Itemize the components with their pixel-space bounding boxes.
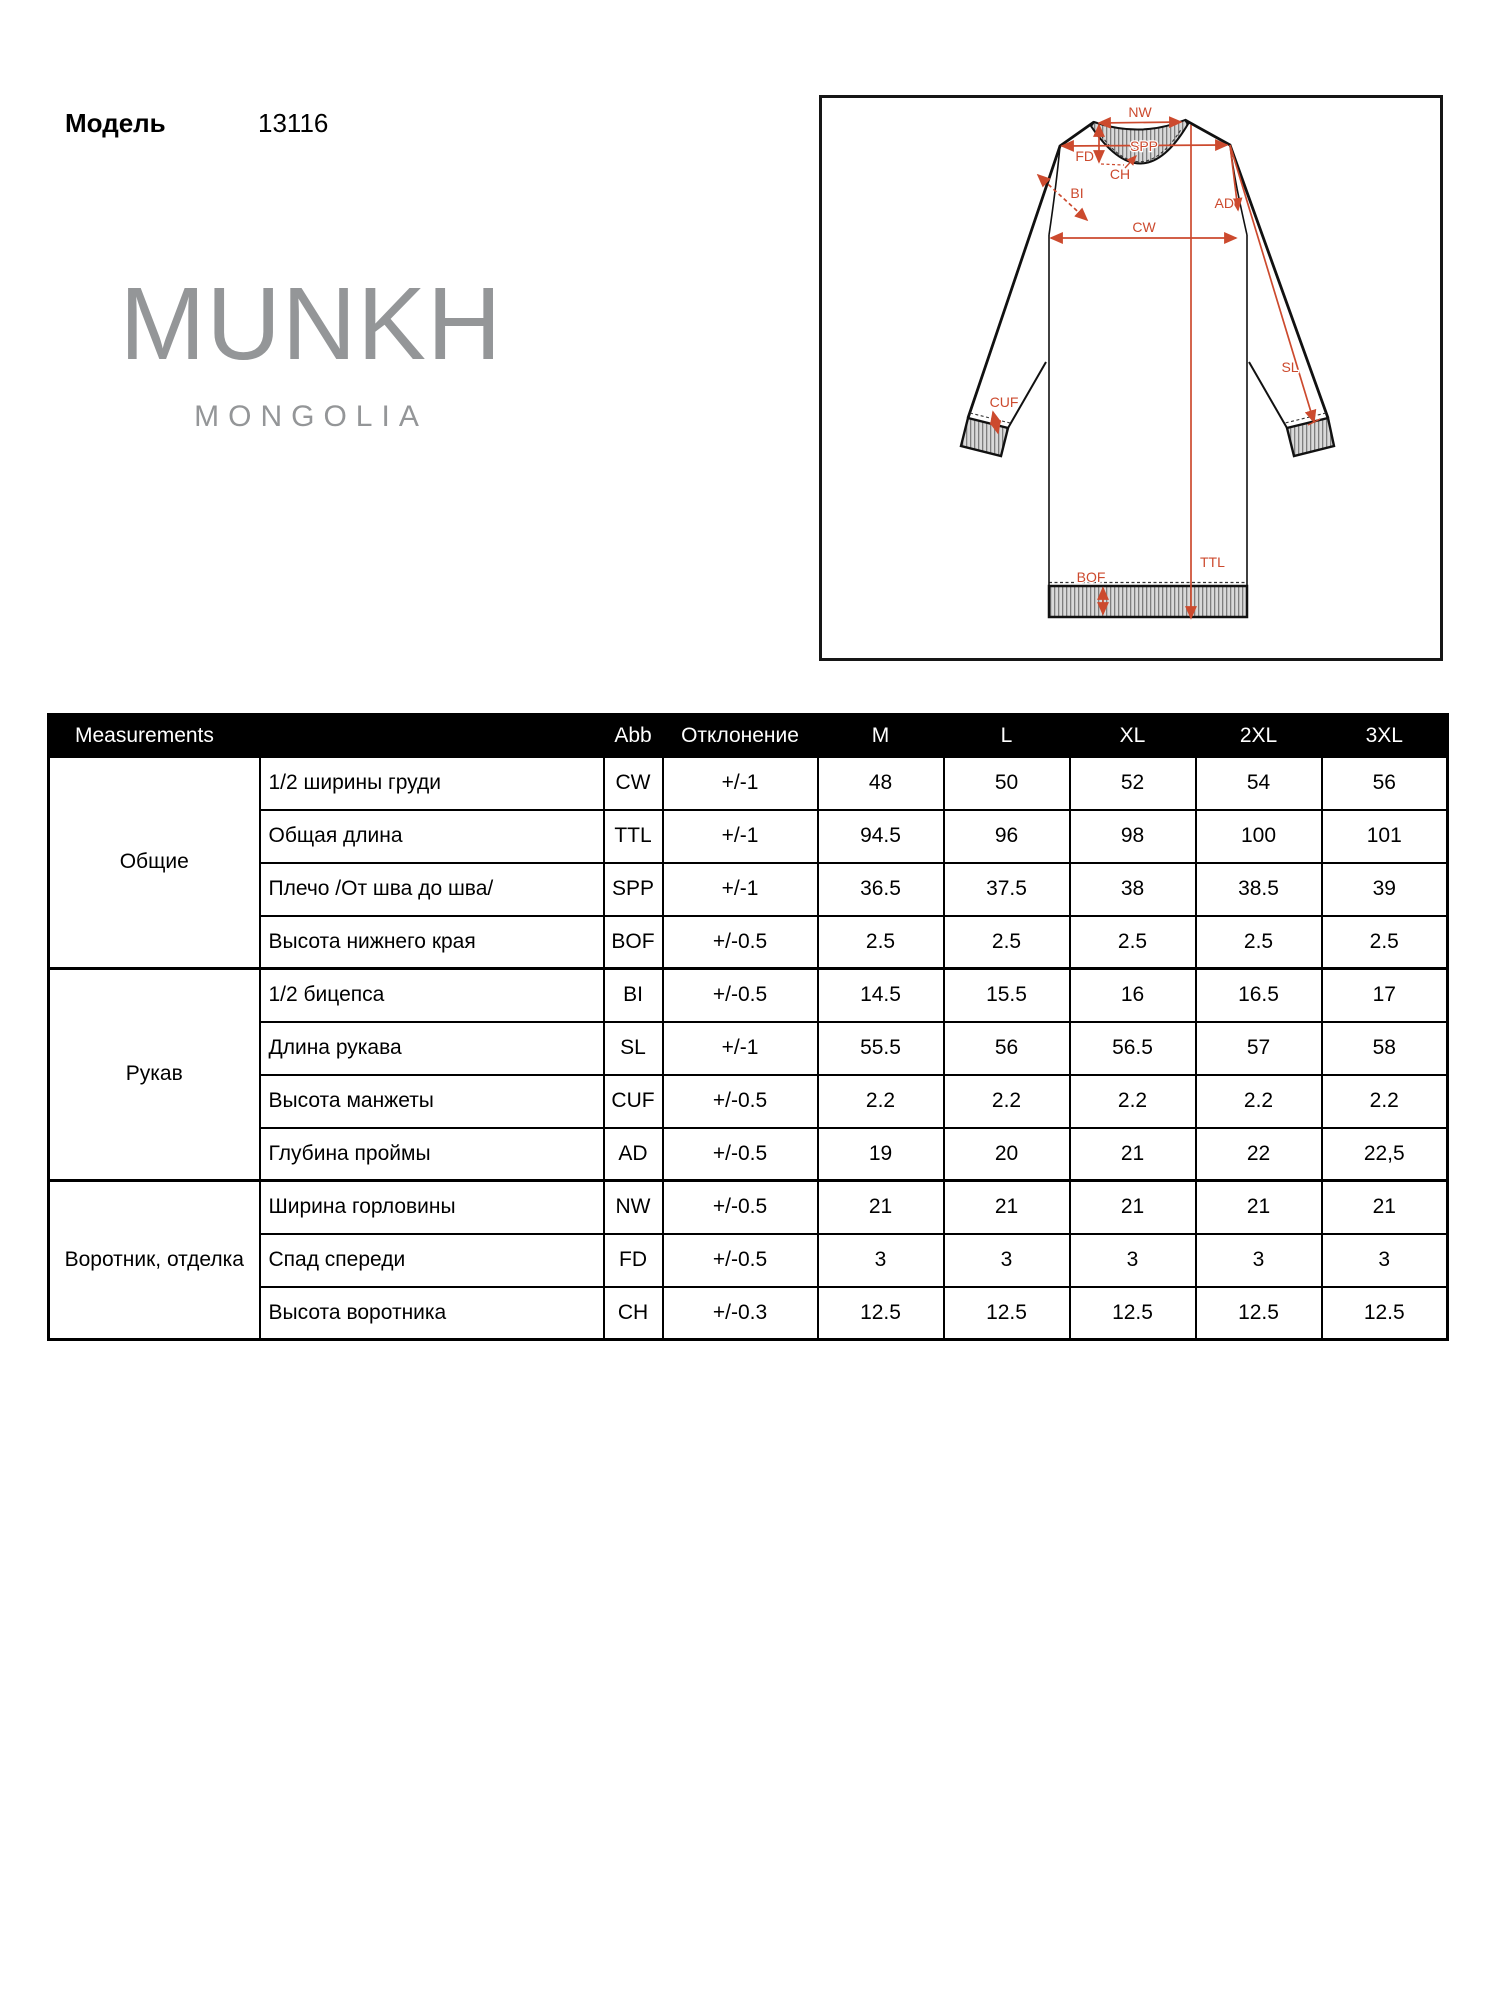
measurement-abb: CW (604, 757, 663, 810)
measurement-deviation: +/-0.5 (663, 916, 818, 969)
label-bi: BI (1070, 185, 1084, 201)
col-header-size-m: M (818, 715, 944, 757)
measurement-abb: SPP (604, 863, 663, 916)
measurement-value-2xl: 2.2 (1196, 1075, 1322, 1128)
brand-name: MUNKH (119, 266, 503, 381)
nw-arrow (1099, 122, 1181, 123)
measurement-labels (990, 104, 1299, 585)
measurement-value-m: 2.2 (818, 1075, 944, 1128)
measurement-value-l: 3 (944, 1234, 1070, 1287)
measurement-deviation: +/-0.3 (663, 1287, 818, 1340)
table-row (49, 1181, 1448, 1234)
measurement-value-3xl: 22,5 (1322, 1128, 1448, 1181)
measurement-value-l: 15.5 (944, 969, 1070, 1022)
measurement-value-3xl: 2.5 (1322, 916, 1448, 969)
measurement-value-xl: 2.2 (1070, 1075, 1196, 1128)
garment-sketch (822, 98, 1440, 658)
label-nw: NW (1128, 104, 1152, 120)
table-row (49, 757, 1448, 810)
brand-subtitle: MONGOLIA (194, 400, 428, 433)
measurement-name: Общая длина (260, 810, 604, 863)
measurement-value-l: 56 (944, 1022, 1070, 1075)
measurement-name: Спад спереди (260, 1234, 604, 1287)
sl-arrow (1230, 145, 1314, 422)
measurement-value-m: 36.5 (818, 863, 944, 916)
label-ch: CH (1109, 166, 1131, 182)
measurement-abb: TTL (604, 810, 663, 863)
col-header-deviation: Отклонение (663, 715, 818, 757)
label-ad: AD (1214, 195, 1234, 211)
measurement-value-2xl: 12.5 (1196, 1287, 1322, 1340)
label-bof: BOF (1076, 569, 1106, 585)
dress-body-outline (1049, 145, 1247, 586)
measurement-value-l: 50 (944, 757, 1070, 810)
cuff-rib-bands (961, 413, 1334, 456)
measurement-name: Высота воротника (260, 1287, 604, 1340)
measurement-value-3xl: 101 (1322, 810, 1448, 863)
measurement-value-l: 96 (944, 810, 1070, 863)
measurement-name: 1/2 ширины груди (260, 757, 604, 810)
measurement-abb: AD (604, 1128, 663, 1181)
model-label: Модель (65, 108, 166, 138)
measurement-value-2xl: 100 (1196, 810, 1322, 863)
measurement-value-m: 19 (818, 1128, 944, 1181)
measurement-abb: BOF (604, 916, 663, 969)
measurement-value-m: 94.5 (818, 810, 944, 863)
header-row (49, 715, 1448, 757)
measurement-abb: CUF (604, 1075, 663, 1128)
size-table-head (49, 715, 1448, 757)
col-header-abb: Abb (604, 715, 663, 757)
measurement-abb: CH (604, 1287, 663, 1340)
measurement-value-2xl: 3 (1196, 1234, 1322, 1287)
measurement-value-xl: 56.5 (1070, 1022, 1196, 1075)
measurement-deviation: +/-0.5 (663, 1075, 818, 1128)
measurement-value-2xl: 2.5 (1196, 916, 1322, 969)
measurement-value-xl: 52 (1070, 757, 1196, 810)
measurement-value-l: 21 (944, 1181, 1070, 1234)
col-header-size-l: L (944, 715, 1070, 757)
measurement-value-2xl: 21 (1196, 1181, 1322, 1234)
measurement-name: Высота нижнего края (260, 916, 604, 969)
group-label: Воротник, отделка (49, 1181, 260, 1340)
measurement-value-m: 21 (818, 1181, 944, 1234)
measurement-deviation: +/-0.5 (663, 1181, 818, 1234)
table-row (49, 969, 1448, 1022)
measurement-deviation: +/-0.5 (663, 969, 818, 1022)
measurement-name: 1/2 бицепса (260, 969, 604, 1022)
size-table (47, 713, 1449, 1341)
label-cuf: CUF (989, 394, 1019, 410)
measurement-abb: SL (604, 1022, 663, 1075)
label-ttl: TTL (1200, 554, 1225, 570)
measurement-value-m: 55.5 (818, 1022, 944, 1075)
group-label: Рукав (49, 969, 260, 1181)
measurement-value-xl: 21 (1070, 1181, 1196, 1234)
measurement-value-xl: 12.5 (1070, 1287, 1196, 1340)
measurement-value-3xl: 2.2 (1322, 1075, 1448, 1128)
measurement-deviation: +/-1 (663, 757, 818, 810)
measurement-value-l: 12.5 (944, 1287, 1070, 1340)
measurement-value-3xl: 39 (1322, 863, 1448, 916)
measurement-abb: FD (604, 1234, 663, 1287)
measurement-abb: NW (604, 1181, 663, 1234)
measurement-value-m: 2.5 (818, 916, 944, 969)
measurement-value-3xl: 21 (1322, 1181, 1448, 1234)
measurement-value-2xl: 57 (1196, 1022, 1322, 1075)
measurement-value-l: 2.5 (944, 916, 1070, 969)
measurement-deviation: +/-1 (663, 1022, 818, 1075)
measurement-value-xl: 98 (1070, 810, 1196, 863)
col-header-measurements: Measurements (49, 715, 604, 757)
measurement-deviation: +/-0.5 (663, 1234, 818, 1287)
measurement-value-3xl: 3 (1322, 1234, 1448, 1287)
label-sl: SL (1281, 359, 1299, 375)
measurement-value-3xl: 17 (1322, 969, 1448, 1022)
measurement-abb: BI (604, 969, 663, 1022)
measurement-value-m: 48 (818, 757, 944, 810)
label-spp: SPP (1129, 138, 1159, 154)
measurement-value-2xl: 16.5 (1196, 969, 1322, 1022)
label-fd: FD (1075, 148, 1094, 164)
col-header-size-2xl: 2XL (1196, 715, 1322, 757)
measurement-value-l: 20 (944, 1128, 1070, 1181)
measurement-value-m: 14.5 (818, 969, 944, 1022)
col-header-size-3xl: 3XL (1322, 715, 1448, 757)
measurement-value-m: 3 (818, 1234, 944, 1287)
measurement-value-3xl: 12.5 (1322, 1287, 1448, 1340)
model-number: 13116 (258, 108, 329, 138)
garment-sketch-frame (819, 95, 1443, 661)
measurement-value-xl: 21 (1070, 1128, 1196, 1181)
measurement-value-3xl: 58 (1322, 1022, 1448, 1075)
measurement-value-xl: 16 (1070, 969, 1196, 1022)
measurement-value-xl: 38 (1070, 863, 1196, 916)
measurement-name: Плечо /От шва до шва/ (260, 863, 604, 916)
measurement-deviation: +/-0.5 (663, 1128, 818, 1181)
col-header-size-xl: XL (1070, 715, 1196, 757)
measurement-value-xl: 3 (1070, 1234, 1196, 1287)
measurement-value-l: 2.2 (944, 1075, 1070, 1128)
size-table-body (49, 757, 1448, 1340)
measurement-value-2xl: 38.5 (1196, 863, 1322, 916)
measurement-name: Ширина горловины (260, 1181, 604, 1234)
measurement-deviation: +/-1 (663, 810, 818, 863)
measurement-name: Длина рукава (260, 1022, 604, 1075)
measurement-name: Высота манжеты (260, 1075, 604, 1128)
measurement-deviation: +/-1 (663, 863, 818, 916)
measurement-value-xl: 2.5 (1070, 916, 1196, 969)
group-label: Общие (49, 757, 260, 969)
sleeves-outline (968, 120, 1328, 428)
label-cw: CW (1132, 219, 1156, 235)
measurement-value-m: 12.5 (818, 1287, 944, 1340)
measurement-name: Глубина проймы (260, 1128, 604, 1181)
measurement-value-2xl: 54 (1196, 757, 1322, 810)
measurement-value-l: 37.5 (944, 863, 1070, 916)
measurement-value-2xl: 22 (1196, 1128, 1322, 1181)
hem-rib-band (1049, 583, 1247, 618)
measurement-value-3xl: 56 (1322, 757, 1448, 810)
